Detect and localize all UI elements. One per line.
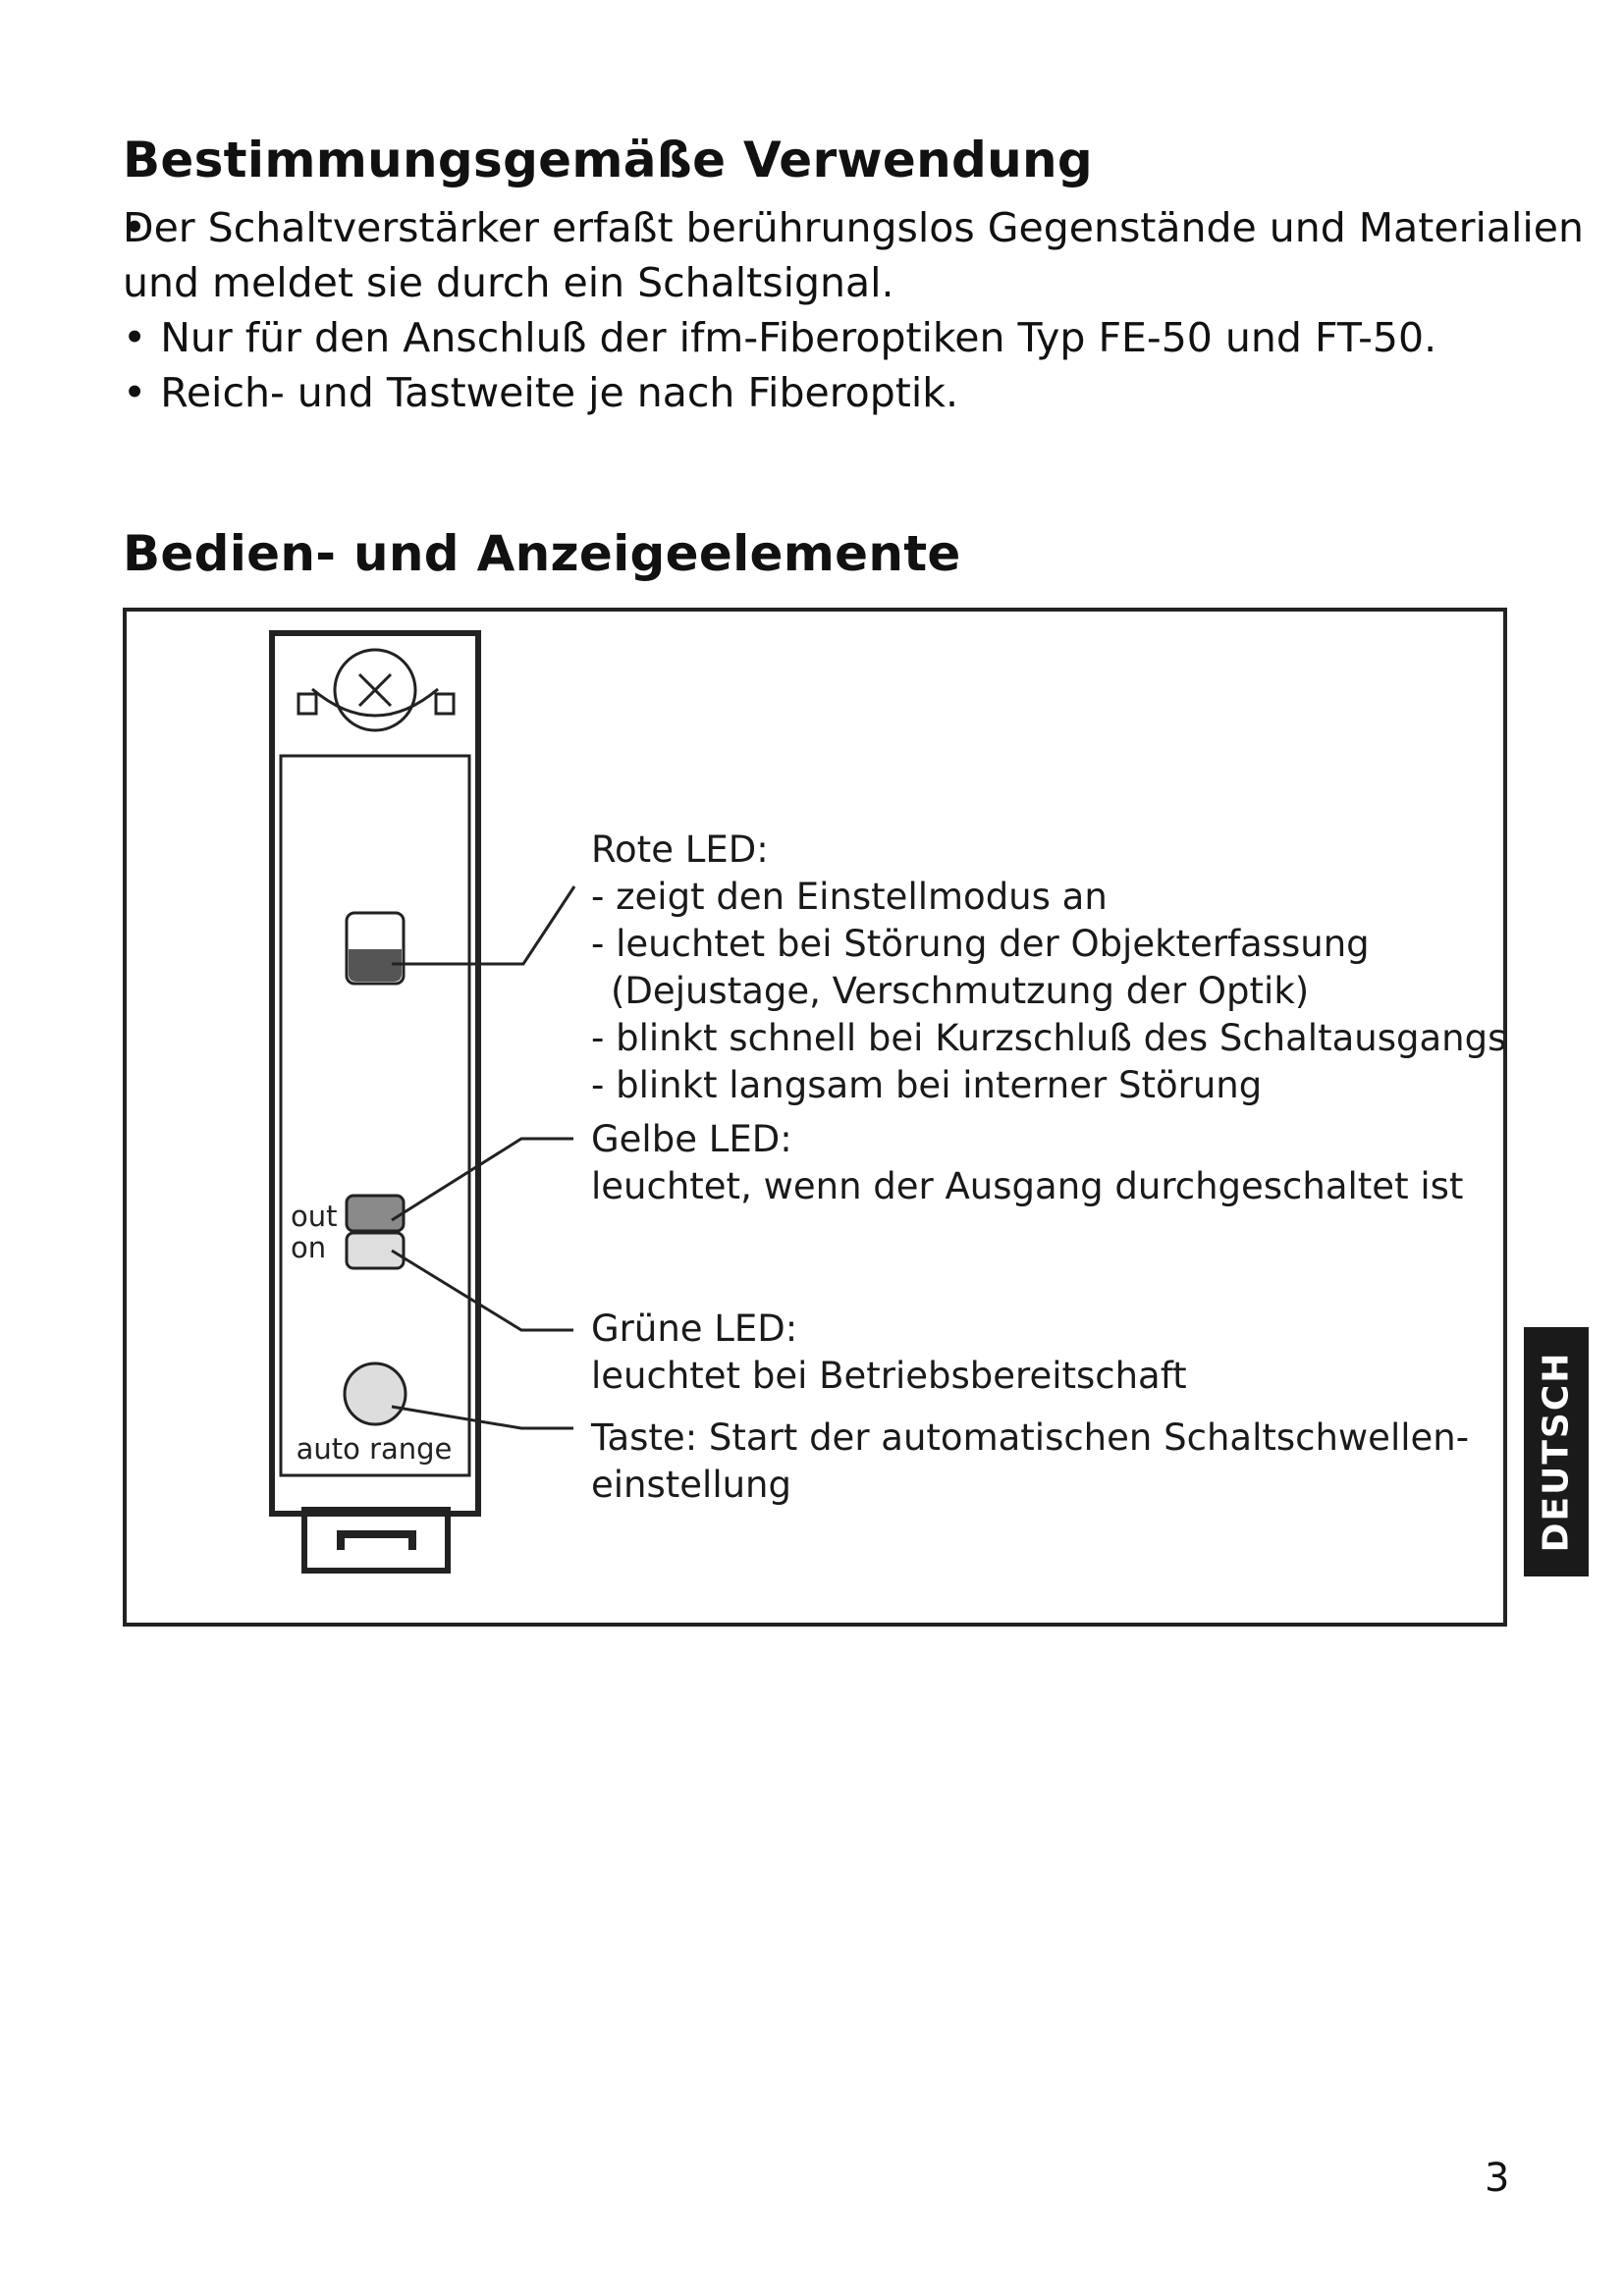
callout-red-led-line-4: - blinkt schnell bei Kurzschluß des Schaltausgangs xyxy=(591,1017,1507,1059)
leader-lines xyxy=(392,886,574,1428)
callout-red-led-line-5: - blinkt langsam bei interner Störung xyxy=(591,1064,1263,1106)
callout-green-led-title: Grüne LED: xyxy=(591,1308,798,1350)
screw-icon xyxy=(335,650,415,730)
paragraph-line-2: und meldet sie durch ein Schaltsignal. xyxy=(123,259,894,306)
out-label: out xyxy=(291,1200,338,1233)
callout-red-led xyxy=(591,827,1506,1109)
callout-yellow-led xyxy=(591,1116,1463,1210)
callout-button xyxy=(591,1415,1469,1509)
leader-red-led xyxy=(392,886,574,964)
paragraph-line-1: Der Schaltverstärker erfaßt berührungslos Gegenstände und Materialien xyxy=(123,204,1584,251)
callout-yellow-led-text: leuchtet, wenn der Ausgang durchgeschaltet ist xyxy=(591,1165,1464,1207)
bullet-item-1: • Nur für den Anschluß der ifm-Fiberoptiken Typ FE-50 und FT-50. xyxy=(123,310,1584,365)
auto-range-button xyxy=(345,1363,406,1424)
callout-button-line-1: Taste: Start der automatischen Schaltschwellen- xyxy=(591,1416,1470,1459)
callout-yellow-led-title: Gelbe LED: xyxy=(591,1118,792,1160)
on-label: on xyxy=(291,1231,327,1264)
callout-red-led-title: Rote LED: xyxy=(591,828,769,871)
bullet-item-2: • Reich- und Tastweite je nach Fiberoptik. xyxy=(123,365,1584,420)
leader-button xyxy=(392,1407,573,1428)
leader-yellow-led xyxy=(392,1139,573,1220)
language-tab-label: DEUTSCH xyxy=(1536,1351,1577,1553)
language-tab xyxy=(1524,1327,1589,1576)
page-number: 3 xyxy=(1485,2156,1510,2201)
yellow-led-indicator xyxy=(347,1196,404,1231)
red-led-indicator xyxy=(347,913,404,984)
callout-red-led-line-1: - zeigt den Einstellmodus an xyxy=(591,876,1108,918)
leader-green-led xyxy=(392,1251,573,1330)
section-heading-intended-use: Bestimmungsgemäße Verwendung xyxy=(123,132,1093,188)
callout-red-led-line-2: - leuchtet bei Störung der Objekterfassung xyxy=(591,923,1370,965)
section-heading-controls: Bedien- und Anzeigeelemente xyxy=(123,525,961,582)
device-housing xyxy=(272,633,478,1571)
green-led-indicator xyxy=(347,1233,404,1268)
callout-green-led xyxy=(591,1306,1187,1400)
callout-green-led-text: leuchtet bei Betriebsbereitschaft xyxy=(591,1355,1187,1397)
callout-button-line-2: einstellung xyxy=(591,1464,791,1506)
auto-range-label: auto range xyxy=(296,1432,453,1466)
callout-red-led-line-3: (Dejustage, Verschmutzung der Optik) xyxy=(611,970,1310,1012)
